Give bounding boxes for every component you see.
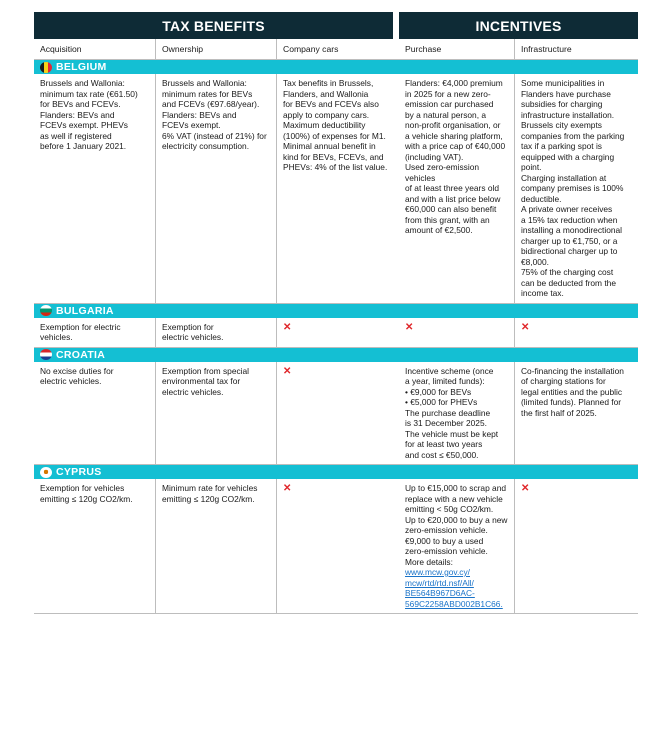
cell-acquisition	[34, 362, 155, 465]
not-available-icon: ✕	[283, 365, 292, 377]
cell-text: emitting < 50g CO2/km.	[405, 504, 494, 514]
not-available-icon: ✕	[521, 483, 530, 494]
country-name: CYPRUS	[56, 466, 102, 478]
cell-text: deductible.	[521, 193, 562, 204]
cell-text: Flanders, and Wallonia	[283, 88, 369, 99]
cell-purchase	[393, 318, 514, 347]
cell-text: Up to €20,000 to buy a new	[405, 514, 508, 525]
cell-text: FCEVs exempt.	[162, 120, 221, 130]
cell-text: income tax.	[521, 288, 564, 298]
cell-text: the first half of 2025.	[521, 407, 597, 418]
cell-text: minimum rates for BEVs	[162, 88, 253, 99]
cell-company-cars	[276, 362, 393, 465]
tax-benefits-header: TAX BENEFITS	[34, 12, 393, 39]
country-name: BULGARIA	[56, 304, 114, 317]
cell-text: a year, limited funds):	[405, 376, 485, 386]
cell-purchase	[393, 479, 514, 613]
cell-text: with a price cap of €40,000	[405, 141, 506, 151]
cell-acquisition	[34, 74, 155, 303]
cell-text: Minimum rate for vehicles	[162, 483, 258, 493]
cell-text: non-profit organisation, or	[405, 120, 501, 130]
country-header-cyprus	[34, 465, 638, 479]
cell-text: bidirectional charger up to	[521, 246, 618, 256]
cell-text: in 2025 for a new zero-	[405, 88, 491, 99]
cell-text: Exemption for	[162, 321, 214, 332]
cell-text: environmental tax for	[162, 376, 241, 386]
cell-text: Brussels city exempts	[521, 120, 602, 130]
cell-text: Brussels and Wallonia:	[40, 78, 125, 88]
cell-text: No excise duties for	[40, 365, 114, 376]
column-infrastructure: Infrastructure	[514, 39, 638, 59]
country-header-bulgaria	[34, 304, 638, 318]
cell-text: (limited funds). Planned for	[521, 397, 622, 407]
cell-company-cars	[276, 74, 393, 303]
cell-text: • €9,000 for BEVs	[405, 386, 472, 397]
cell-purchase	[393, 362, 514, 465]
cell-acquisition	[34, 479, 155, 613]
cell-text: of at least three years old	[405, 183, 500, 193]
cell-text: companies from the parking	[521, 130, 625, 141]
cell-text: legal entities and the public	[521, 386, 623, 397]
cell-text: Exemption for electric	[40, 321, 121, 332]
cell-text: for BEVs and FCEVs.	[40, 99, 121, 109]
cell-text: kind for BEVs, FCEVs, and	[283, 151, 384, 162]
section-header-row	[34, 12, 638, 39]
not-available-icon: ✕	[405, 321, 414, 333]
belgium-flag-icon	[40, 62, 52, 73]
cell-text: Maximum deductibility	[283, 120, 366, 130]
cell-text: before 1 January 2021.	[40, 141, 127, 151]
cell-text: Charging installation at	[521, 172, 607, 183]
cell-text: equipped with a charging	[521, 151, 615, 162]
cell-text: Minimal annual benefit in	[283, 141, 376, 151]
cell-text: infrastructure installation.	[521, 109, 615, 120]
cell-text: Incentive scheme (once	[405, 365, 494, 376]
column-header-row	[34, 39, 638, 60]
cell-text: A private owner receives	[521, 204, 613, 214]
table-row	[34, 362, 638, 466]
cell-text: amount of €2,500.	[405, 225, 473, 235]
cell-text: Co-financing the installation	[521, 365, 624, 376]
cell-text: zero-emission vehicle.	[405, 546, 488, 556]
cell-text: apply to company cars.	[283, 109, 370, 120]
cell-text: minimum tax rate (€61.50)	[40, 88, 138, 99]
country-name: CROATIA	[56, 348, 106, 361]
cyprus-flag-icon	[40, 467, 52, 478]
country-header-belgium	[34, 60, 638, 74]
cell-text: More details:	[405, 556, 453, 567]
details-link[interactable]: 569C2258ABD002B1C66.	[405, 598, 503, 609]
cell-text: by a natural person, a	[405, 109, 487, 120]
cell-text: replace with a new vehicle	[405, 493, 503, 504]
cell-text: Some municipalities in	[521, 78, 605, 88]
not-available-icon: ✕	[283, 483, 292, 494]
cell-text: installing a monodirectional	[521, 225, 623, 235]
cell-text: The purchase deadline	[405, 407, 491, 418]
cell-text: emitting ≤ 120g CO2/km.	[40, 493, 133, 504]
cell-ownership	[155, 318, 276, 347]
cell-ownership	[155, 362, 276, 465]
cell-text: Exemption for vehicles	[40, 483, 125, 493]
cell-text: Flanders: €4,000 premium	[405, 78, 503, 88]
country-name: BELGIUM	[56, 61, 107, 73]
cell-purchase	[393, 74, 514, 303]
bulgaria-flag-icon	[40, 305, 52, 316]
table-row	[34, 318, 638, 348]
cell-text: company premises is 100%	[521, 183, 624, 193]
cell-text: • €5,000 for PHEVs	[405, 397, 478, 407]
cell-text: Flanders: BEVs and	[40, 109, 115, 120]
cell-text: Brussels and Wallonia:	[162, 78, 247, 88]
cell-text: can be deducted from the	[521, 277, 616, 288]
cell-text: Exemption from special	[162, 365, 250, 376]
table-body	[34, 60, 638, 614]
cell-text: zero-emission vehicle.	[405, 525, 488, 535]
cell-text: from this grant, with an	[405, 214, 490, 225]
cell-text: tax if a parking spot is	[521, 141, 602, 151]
cell-text: a vehicle sharing platform,	[405, 130, 503, 141]
croatia-flag-icon	[40, 349, 52, 360]
cell-text: €9,000 to buy a used	[405, 535, 484, 546]
cell-text: for at least two years	[405, 439, 483, 449]
cell-text: Flanders: BEVs and	[162, 109, 237, 120]
cell-text: and FCEVs (€97.68/year).	[162, 99, 260, 109]
cell-text: as well if registered	[40, 130, 112, 141]
cell-text: electric vehicles.	[162, 332, 224, 342]
cell-infrastructure	[514, 74, 638, 303]
cell-text: 6% VAT (instead of 21%) for	[162, 130, 267, 141]
incentives-header: INCENTIVES	[399, 12, 638, 39]
cell-text: The vehicle must be kept	[405, 428, 499, 439]
details-link[interactable]: BE564B967D6AC-	[405, 588, 475, 598]
country-header-croatia	[34, 348, 638, 362]
cell-text: €60,000 can also benefit	[405, 204, 497, 214]
cell-text: of charging stations for	[521, 376, 606, 386]
cell-text: is 31 December 2025.	[405, 418, 487, 428]
cell-text: emitting ≤ 120g CO2/km.	[162, 493, 255, 504]
cell-company-cars	[276, 479, 393, 613]
details-link[interactable]: mcw/rtd/rtd.nsf/All/	[405, 577, 474, 588]
cell-text: vehicles.	[40, 332, 73, 342]
cell-text: (including VAT).	[405, 151, 464, 162]
cell-text: point.	[521, 162, 542, 172]
cell-text: electric vehicles.	[162, 386, 224, 397]
cell-text: and cost ≤ €50,000.	[405, 449, 479, 460]
cell-text: Used zero-emission vehicles	[405, 162, 480, 183]
cell-acquisition	[34, 318, 155, 347]
column-ownership: Ownership	[155, 39, 276, 59]
cell-text: electric vehicles.	[40, 376, 102, 386]
cell-text: Up to €15,000 to scrap and	[405, 483, 507, 493]
cell-ownership	[155, 479, 276, 613]
cell-text: PHEVs: 4% of the list value.	[283, 162, 388, 172]
cell-ownership	[155, 74, 276, 303]
column-company-cars: Company cars	[276, 39, 393, 59]
cell-text: Flanders have purchase	[521, 88, 611, 99]
cell-text: emission car purchased	[405, 99, 494, 109]
cell-text: charger up to €1,750, or a	[521, 235, 618, 246]
not-available-icon: ✕	[521, 321, 530, 333]
cell-text: and with a list price below	[405, 193, 501, 204]
cell-company-cars	[276, 318, 393, 347]
cell-text: €8,000.	[521, 256, 549, 267]
cell-text: FCEVs exempt. PHEVs	[40, 120, 128, 130]
cell-text: (100%) of expenses for M1.	[283, 130, 386, 141]
cell-text: electricity consumption.	[162, 141, 250, 151]
cell-infrastructure	[514, 362, 638, 465]
cell-text: Tax benefits in Brussels,	[283, 78, 374, 88]
cell-infrastructure	[514, 479, 638, 613]
cell-text: for BEVs and FCEVs also	[283, 99, 379, 109]
table-row	[34, 74, 638, 304]
column-acquisition: Acquisition	[40, 43, 82, 54]
table-row	[34, 479, 638, 614]
cell-text: 75% of the charging cost	[521, 267, 614, 277]
cell-text: subsidies for charging	[521, 99, 603, 109]
not-available-icon: ✕	[283, 321, 292, 333]
incentives-table	[34, 12, 638, 614]
cell-text: a 15% tax reduction when	[521, 214, 618, 225]
column-purchase: Purchase	[393, 39, 514, 59]
details-link[interactable]: www.mcw.gov.cy/	[405, 567, 470, 577]
cell-infrastructure	[514, 318, 638, 347]
